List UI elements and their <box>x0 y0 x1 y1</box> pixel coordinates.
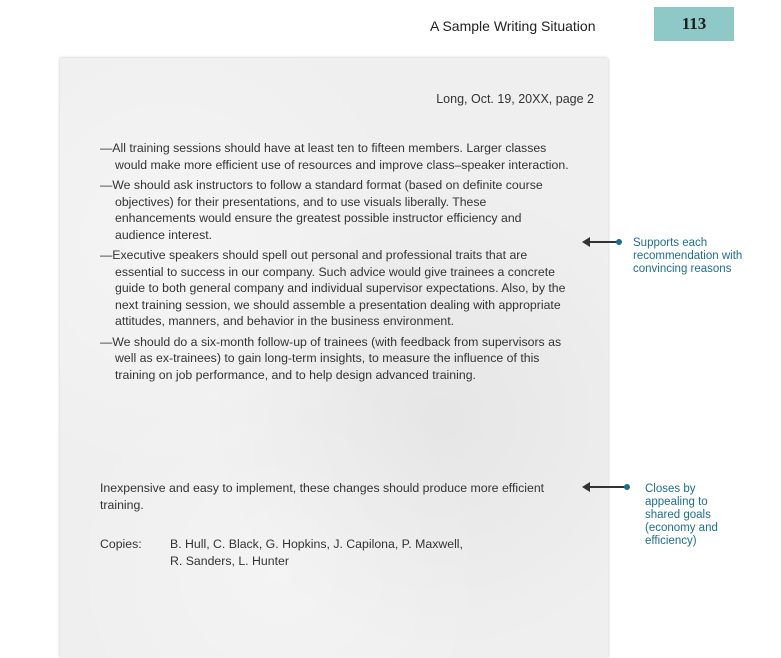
recommendation-item: —All training sessions should have at least ten to fifteen members. Larger classes would make more efficient use of resources and improve class–speaker interaction. <box>100 141 569 172</box>
copies-recipients-line: R. Sanders, L. Hunter <box>170 553 289 568</box>
copies-label: Copies: <box>100 537 142 551</box>
page-number-badge: 113 <box>654 7 734 41</box>
running-head-title: A Sample Writing Situation <box>430 18 596 34</box>
annotation-closes-text: Closes by appealing to shared goals (economy and efficiency) <box>645 483 718 547</box>
closing-paragraph: Inexpensive and easy to implement, these changes should produce more efficient training. <box>100 481 545 512</box>
recommendation-item: —Executive speakers should spell out personal and professional traits that are essential to success in our company. Such advice would give trainees a concrete guide to both general company and individual supervisor expectations. Also, by the next training session, we should assemble a presentation dealing with appropriate attitudes, manners, and behavior in the business environment. <box>100 248 566 328</box>
copies-recipients <box>170 536 490 569</box>
annotation-supports-text: Supports each recommendation with convincing reasons <box>633 237 743 275</box>
arrow-line <box>586 486 626 488</box>
annotation-arrow-supports <box>582 237 622 247</box>
recommendation-item: —We should do a six-month follow-up of trainees (with feedback from supervisors as well as ex-trainees) to gain long-term insights, to measure the influence of this training on job performance, and to help design advanced training. <box>100 334 562 382</box>
recommendations-list <box>100 140 570 387</box>
annotation-dot-icon <box>624 484 630 490</box>
annotation-dot-icon <box>616 239 622 245</box>
annotation-arrow-closes <box>582 482 630 492</box>
arrow-line <box>586 241 618 243</box>
recommendation-item: —We should ask instructors to follow a standard format (based on definite course objectives) for their presentations, and to use visuals liberally. These enhancements would ensure the greatest possible instructor efficiency and audience interest. <box>100 178 543 242</box>
copies-recipients-line: B. Hull, C. Black, G. Hopkins, J. Capilona, P. Maxwell, <box>170 537 463 551</box>
letter-page-header: Long, Oct. 19, 20XX, page 2 <box>436 92 594 106</box>
